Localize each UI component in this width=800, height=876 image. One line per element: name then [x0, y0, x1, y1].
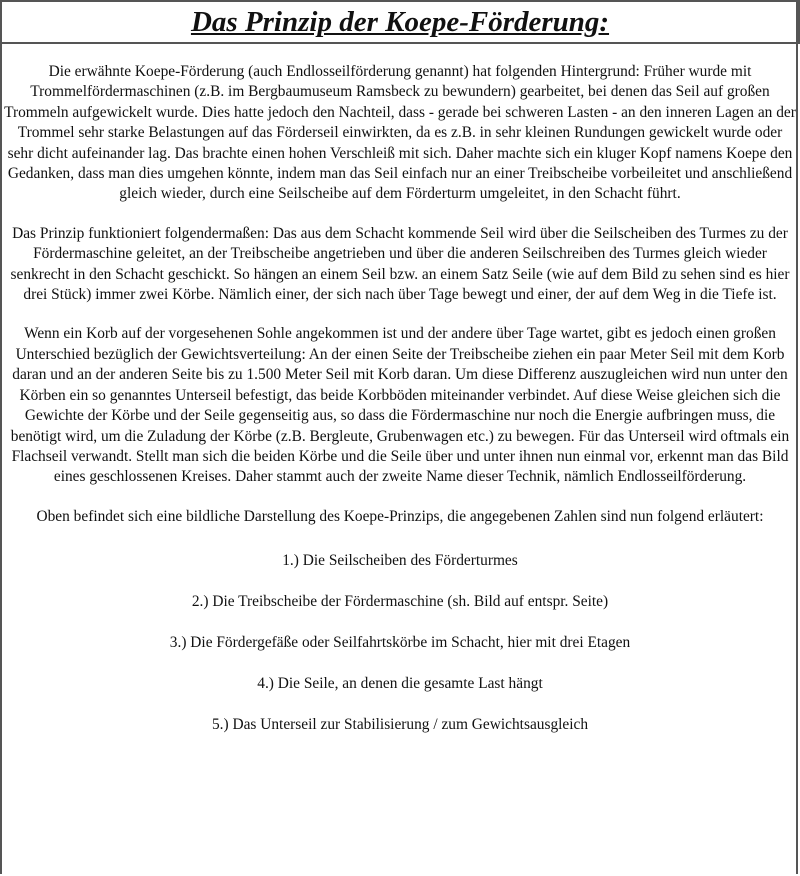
title-box [0, 0, 800, 44]
legend-item-2: 2.) Die Treibscheibe der Fördermaschine (sh. Bild auf entspr. Seite) [191, 593, 609, 611]
legend-list [4, 551, 796, 735]
legend-item-3: 3.) Die Fördergefäße oder Seilfahrtskörbe im Schacht, hier mit drei Etagen [169, 633, 631, 651]
paragraph-history: Die erwähnte Koepe-Förderung (auch Endlosseilförderung genannt) hat folgenden Hintergrund: Früher wurde mit Trommelfördermaschinen (z.B. im Bergbaumuseum Ramsbeck zu bewundern) gearbeitet, bei denen das Seil auf großen Trommeln aufgewickelt wurde. Dies hatte jedoch den Nachteil, dass - gerade bei schweren Lasten - an den inneren Lagen an der Trommel sehr starke Belastungen auf das Förderseil einwirkten, da es z.B. in sehr kleinen Rundungen gewickelt wurde oder sehr dicht aufeinander lag. Das brachte einen hohen Verschleiß mit sich. Daher machte sich ein kluger Kopf namens Koepe den Gedanken, dass man dies umgehen könnte, indem man das Seil einfach nur an einer Treibscheibe vorbeileitet und anschließend gleich wieder, durch eine Seilscheibe auf dem Förderturm umgeleitet, in den Schacht führt. [4, 63, 796, 203]
legend-item-5: 5.) Das Unterseil zur Stabilisierung / zum Gewichtsausgleich [211, 715, 589, 733]
paragraph-weight-balance: Wenn ein Korb auf der vorgesehenen Sohle angekommen ist und der andere über Tage wartet, gibt es jedoch einen großen Unterschied bezüglich der Gewichtsverteilung: An der einen Seite der Treibscheibe ziehen ein paar Meter Seil mit dem Korb daran und an der anderen Seite bis zu 1.500 Meter Seil mit Korb daran. Um diese Differenz auszugleichen wird nun unter den Körben ein so genanntes Unterseil befestigt, das beide Korbböden miteinander verbindet. Auf diese Weise gleichen sich die Gewichte der Körbe und der Seile gegenseitig aus, so dass die Fördermaschine nur noch die Energie aufbringen muss, die benötigt wird, um die Zuladung der Körbe (z.B. Bergleute, Grubenwagen etc.) zu bewegen. Für das Unterseil wird oftmals ein Flachseil verwandt. Stellt man sich die beiden Körbe und die Seile über und unter ihnen nun einmal vor, erkennt man das Bild eines geschlossenen Kreises. Daher stammt auch der zweite Name dieser Technik, nämlich Endlosseilförderung. [10, 325, 790, 486]
paragraph-principle: Das Prinzip funktioniert folgendermaßen: Das aus dem Schacht kommende Seil wird über die Seilscheiben des Turmes zu der Fördermaschine geleitet, an der Treibscheibe angetrieben und über die anderen Seilschreiben des Turmes gleich wieder senkrecht in den Schacht geschickt. So hängen an einem Seil bzw. an einem Satz Seile (wie auf dem Bild zu sehen sind es hier drei Stück) immer zwei Körbe. Nämlich einer, der sich nach über Tage bewegt und einer, der auf dem Weg in die Tiefe ist. [10, 224, 790, 304]
legend-item-4: 4.) Die Seile, an denen die gesamte Last hängt [257, 674, 543, 692]
page-title: Das Prinzip der Koepe-Förderung: [190, 6, 610, 38]
legend-item-1: 1.) Die Seilscheiben des Förderturmes [282, 552, 518, 570]
paragraph-legend-intro: Oben befindet sich eine bildliche Darstellung des Koepe-Prinzips, die angegebenen Zahlen sind nun folgend erläutert: [36, 507, 764, 525]
article-body [4, 62, 796, 756]
